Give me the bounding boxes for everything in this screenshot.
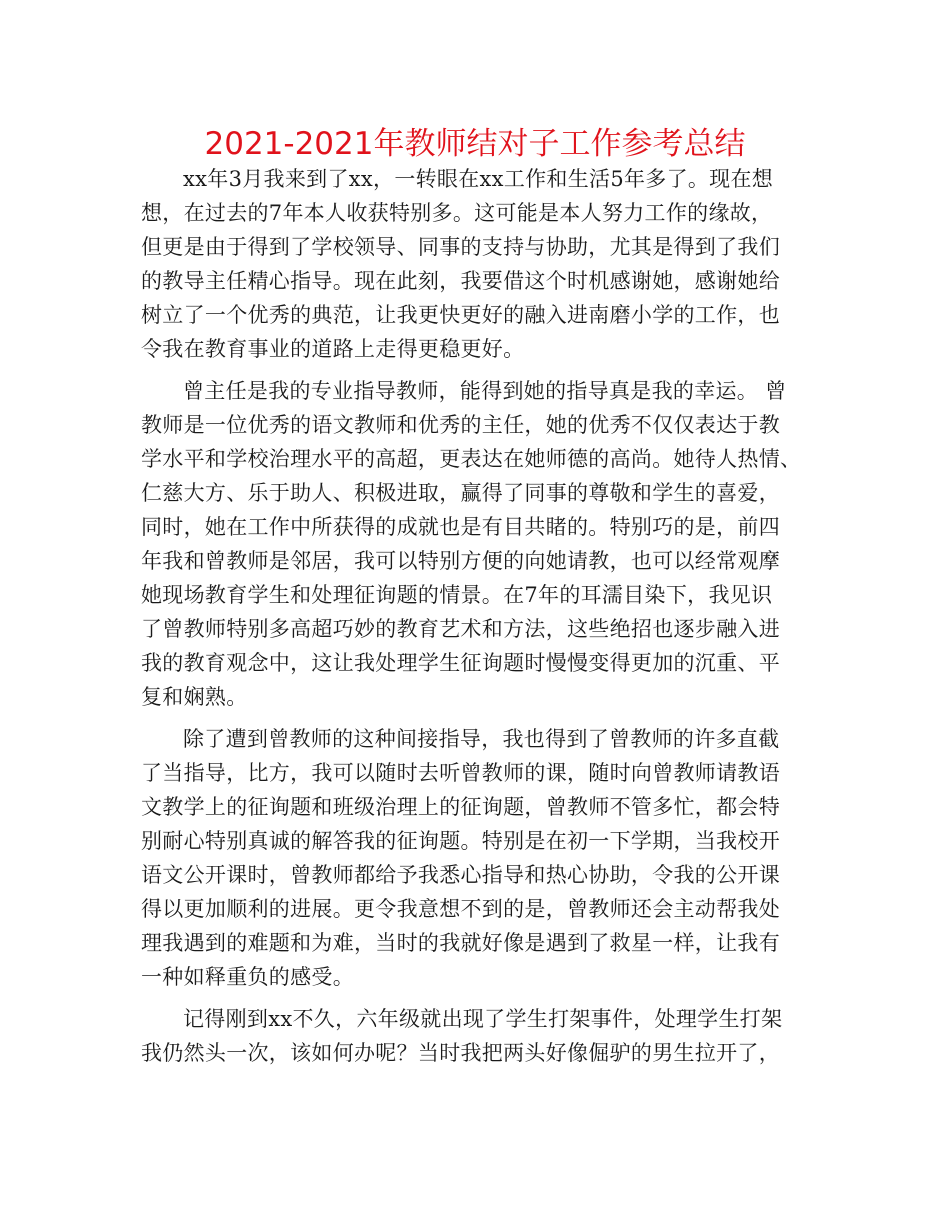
text-line: 年我和曾教师是邻居，我可以特别方便的向她请教，也可以经常观摩 [141,549,780,573]
text-line: 文教学上的征询题和班级治理上的征询题，曾教师不管多忙，都会特 [141,795,780,819]
text-line: 同时，她在工作中所获得的成就也是有目共睹的。特别巧的是，前四 [141,515,780,539]
text-line: 了曾教师特别多高超巧妙的教育艺术和方法，这些绝招也逐步融入进 [141,617,780,641]
text-line: 理我遇到的难题和为难，当时的我就好像是遇到了救星一样，让我有 [141,931,780,955]
paragraph [141,722,821,994]
text-line: 的教导主任精心指导。现在此刻，我要借这个时机感谢她，感谢她给 [141,269,780,293]
document-body [141,162,821,1078]
document-title: 2021-2021年教师结对子工作参考总结 [204,126,746,162]
text-line: 我仍然头一次，该如何办呢？当时我把两头好像倔驴的男生拉开了， [141,1041,780,1065]
text-line: 但更是由于得到了学校领导、同事的支持与协助，尤其是得到了我们 [141,235,780,259]
paragraph [141,1002,821,1070]
text-line: 令我在教育事业的道路上走得更稳更好。 [141,337,525,361]
text-line: 得以更加顺利的进展。更令我意想不到的是，曾教师还会主动帮我处 [141,897,780,921]
paragraph [141,374,821,714]
text-line: 了当指导，比方，我可以随时去听曾教师的课，随时向曾教师请教语 [141,761,780,785]
text-line: 记得刚到xx不久，六年级就出现了学生打架事件，处理学生打架 [183,1007,783,1031]
text-line: 教师是一位优秀的语文教师和优秀的主任，她的优秀不仅仅表达于教 [141,413,780,437]
text-line: 曾主任是我的专业指导教师，能得到她的指导真是我的幸运。 曾 [183,379,787,403]
text-line: 仁慈大方、乐于助人、积极进取，赢得了同事的尊敬和学生的喜爱， [141,481,780,505]
text-line: 她现场教育学生和处理征询题的情景。在7年的耳濡目染下，我见识 [141,583,773,607]
text-line: 复和娴熟。 [141,685,248,709]
text-line: 学水平和学校治理水平的高超，更表达在她师德的高尚。她待人热情、 [141,447,802,471]
text-line: 树立了一个优秀的典范，让我更快更好的融入进南磨小学的工作，也 [141,303,780,327]
text-line: 我的教育观念中，这让我处理学生征询题时慢慢变得更加的沉重、平 [141,651,780,675]
text-line: 除了遭到曾教师的这种间接指导，我也得到了曾教师的许多直截 [183,727,780,751]
paragraph [141,162,821,366]
text-line: 一种如释重负的感受。 [141,965,354,989]
text-line: xx年3月我来到了xx，一转眼在xx工作和生活5年多了。现在想 [183,167,774,191]
text-line: 别耐心特别真诚的解答我的征询题。特别是在初一下学期，当我校开 [141,829,780,853]
text-line: 语文公开课时，曾教师都给予我悉心指导和热心协助，令我的公开课 [141,863,780,887]
text-line: 想，在过去的7年本人收获特别多。这可能是本人努力工作的缘故， [141,201,773,225]
